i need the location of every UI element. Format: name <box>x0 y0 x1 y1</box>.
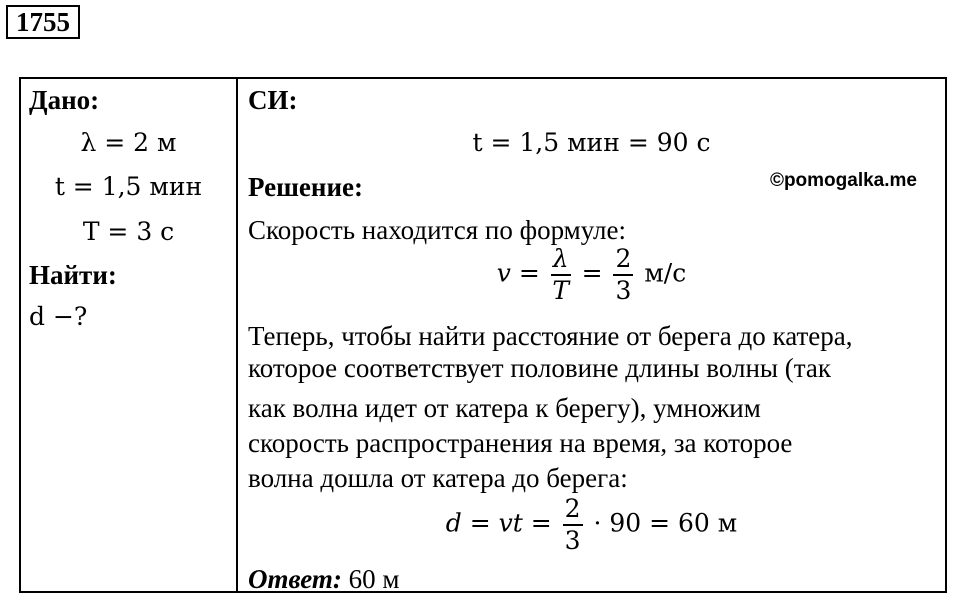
text-line: скорость распространения на время, за которое <box>248 428 793 458</box>
solution-heading: Решение: <box>248 172 363 202</box>
problem-number: 1755 <box>6 5 80 39</box>
answer-label: Ответ: <box>248 564 342 594</box>
si-conversion: t = 1,5 мин = 90 с <box>472 128 711 157</box>
text-line: как волна идет от катера к берегу), умножим <box>248 393 761 423</box>
fraction-two-thirds <box>613 244 633 306</box>
distance-lhs: d = vt = <box>445 508 552 538</box>
fraction-two-thirds <box>563 494 583 556</box>
given-heading: Дано: <box>29 85 100 115</box>
given-period: T = 3 с <box>82 217 175 246</box>
text-line: волна дошла от катера до берега: <box>248 463 628 493</box>
si-heading: СИ: <box>248 85 298 115</box>
solution-intro: Скорость находится по формуле: <box>248 215 627 245</box>
given-wavelength: λ = 2 м <box>80 128 177 157</box>
solution-table <box>19 77 947 593</box>
equals-sign: = <box>581 258 603 288</box>
find-heading: Найти: <box>29 260 117 290</box>
watermark: ©pomogalka.me <box>769 170 917 191</box>
fraction-denominator: 3 <box>615 276 632 305</box>
velocity-formula <box>238 244 945 306</box>
answer-line <box>248 563 399 595</box>
text-line: Теперь, чтобы найти расстояние от берега до катера, <box>248 321 853 351</box>
fraction-numerator: 2 <box>613 244 633 276</box>
given-column <box>21 79 238 591</box>
fraction-lambda-over-t <box>551 244 571 306</box>
answer-value: 60 м <box>348 564 400 594</box>
velocity-lhs: v = <box>496 258 540 288</box>
given-time: t = 1,5 мин <box>54 172 203 201</box>
distance-rest: · 90 = 60 м <box>593 508 738 538</box>
solution-column <box>238 79 945 594</box>
fraction-numerator: 2 <box>563 494 583 526</box>
fraction-denominator: 3 <box>564 526 581 555</box>
text-line: которое соответствует половине длины волны (так <box>248 353 832 383</box>
distance-formula <box>238 494 945 556</box>
velocity-unit: м/с <box>644 258 687 288</box>
fraction-denominator: T <box>552 276 570 305</box>
fraction-numerator: λ <box>551 244 571 276</box>
find-unknown: d −? <box>29 302 88 331</box>
